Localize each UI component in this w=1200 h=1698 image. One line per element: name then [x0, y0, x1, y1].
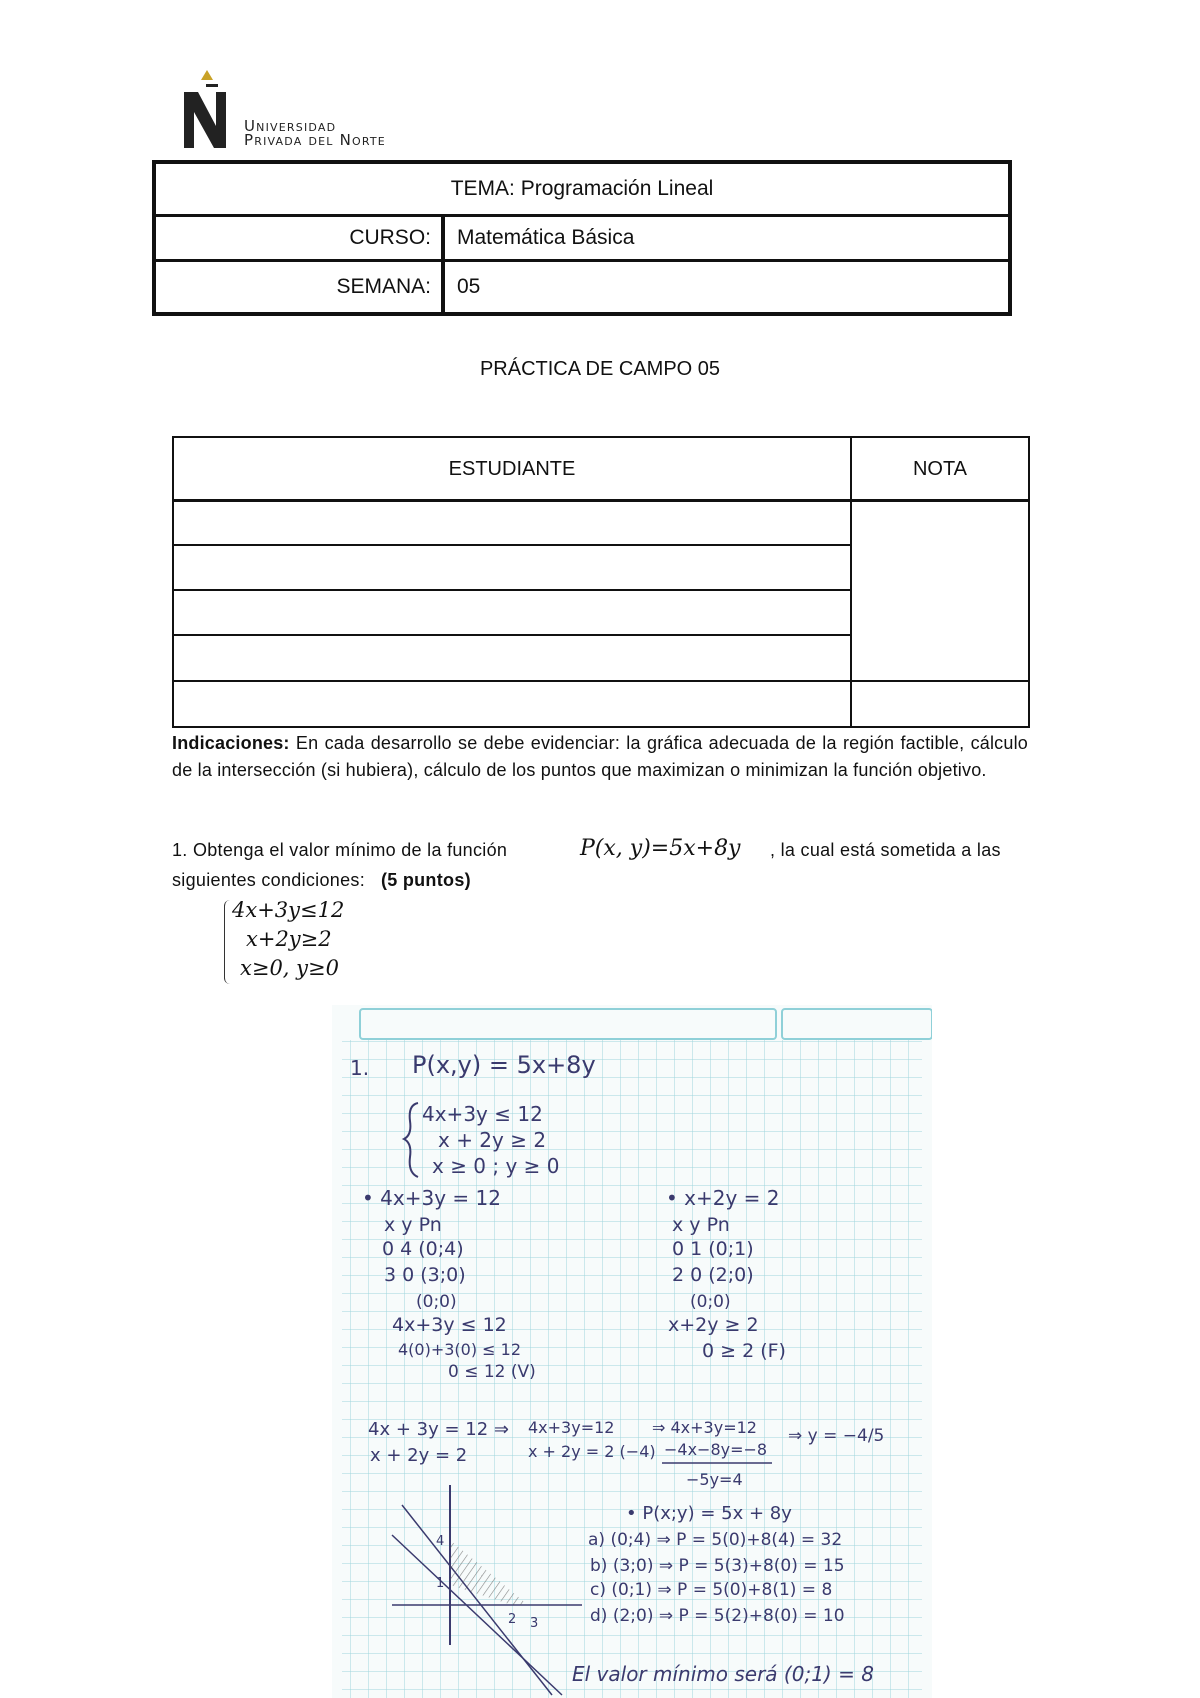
hw-graph-3: 3	[530, 1616, 539, 1631]
brace-icon	[224, 900, 231, 984]
question-text-c: siguientes condiciones:	[172, 870, 366, 890]
hw-left-3: 0 4 (0;4)	[382, 1238, 464, 1260]
column-divider	[850, 438, 852, 726]
university-logo-icon	[180, 70, 230, 148]
hw-inter-5: ⇒ 4x+3y=12	[652, 1418, 757, 1437]
hw-eval-2: a) (0;4) ⇒ P = 5(0)+8(4) = 32	[588, 1530, 843, 1550]
hw-inter-3: 4x+3y=12	[528, 1418, 615, 1437]
hw-graph-1: 1	[436, 1576, 445, 1591]
tema-text: TEMA: Programación Lineal	[450, 177, 714, 200]
hw-system-3: x ≥ 0 ; y ≥ 0	[432, 1154, 560, 1178]
curso-value: Matemática Básica	[457, 226, 635, 249]
hw-inter-6: −4x−8y=−8	[664, 1440, 768, 1459]
hw-conclusion: El valor mínimo será (0;1) = 8	[572, 1662, 874, 1686]
grade-header: NOTA	[912, 457, 968, 480]
hw-left-7: 4(0)+3(0) ≤ 12	[398, 1340, 522, 1359]
hw-right-7: 0 ≥ 2 (F)	[702, 1340, 786, 1362]
indications-paragraph	[172, 730, 1028, 784]
curso-label: CURSO:	[156, 217, 445, 259]
hw-left-1: • 4x+3y = 12	[362, 1186, 501, 1210]
page-subtitle: PRÁCTICA DE CAMPO 05	[479, 358, 721, 380]
hw-inter-2: x + 2y = 2	[370, 1445, 468, 1466]
hw-left-8: 0 ≤ 12 (V)	[448, 1362, 536, 1382]
constraint-2: x+2y≥2	[246, 927, 332, 951]
hw-system-1: 4x+3y ≤ 12	[422, 1102, 543, 1126]
hw-eval-4: c) (0;1) ⇒ P = 5(0)+8(1) = 8	[590, 1580, 833, 1600]
hw-eval-5: d) (2;0) ⇒ P = 5(2)+8(0) = 10	[590, 1606, 845, 1626]
hw-right-2: x y Pn	[672, 1214, 730, 1236]
question-text-a: Obtenga el valor mínimo de la función	[192, 840, 508, 860]
question-1-line2	[172, 870, 471, 891]
student-row-line	[174, 589, 850, 591]
student-table	[172, 436, 1030, 728]
hw-inter-1: 4x + 3y = 12 ⇒	[368, 1419, 509, 1440]
hw-right-1: • x+2y = 2	[666, 1186, 780, 1210]
indications-label: Indicaciones:	[172, 733, 290, 753]
university-name	[244, 119, 386, 147]
hw-graph-4: 4	[436, 1534, 445, 1549]
logo-line2: Privada del Norte	[244, 131, 386, 149]
hw-right-3: 0 1 (0;1)	[672, 1238, 754, 1260]
hw-inter-7: −5y=4	[686, 1470, 743, 1489]
objective-function: P(x, y)=5x+8y	[580, 836, 741, 861]
question-1-intro	[172, 840, 507, 861]
constraint-1: 4x+3y≤12	[232, 898, 345, 922]
hw-inter-4: x + 2y = 2 (−4)	[528, 1442, 656, 1461]
student-row-line	[174, 634, 850, 636]
constraint-3: x≥0, y≥0	[240, 956, 339, 980]
header-table	[152, 160, 1012, 316]
hw-eval-1: • P(x;y) = 5x + 8y	[626, 1503, 792, 1524]
hw-right-5: (0;0)	[690, 1292, 731, 1312]
semana-value: 05	[457, 275, 481, 298]
tema-row	[156, 164, 1008, 217]
hw-left-4: 3 0 (3;0)	[384, 1264, 466, 1286]
notebook-page	[332, 1005, 932, 1698]
semana-label: SEMANA:	[156, 262, 445, 312]
hw-right-6: x+2y ≥ 2	[668, 1314, 759, 1336]
hw-left-6: 4x+3y ≤ 12	[392, 1314, 507, 1336]
logo-line1: Universidad	[244, 117, 337, 135]
curso-row	[156, 217, 1008, 262]
handwritten-solution-photo	[332, 1005, 932, 1698]
header-divider	[174, 499, 1028, 502]
hw-left-2: x y Pn	[384, 1214, 442, 1236]
hw-title-num: 1.	[350, 1056, 370, 1080]
hw-graph-2: 2	[508, 1612, 517, 1627]
hw-right-4: 2 0 (2;0)	[672, 1264, 754, 1286]
hw-eval-3: b) (3;0) ⇒ P = 5(3)+8(0) = 15	[590, 1556, 845, 1576]
question-points: (5 puntos)	[380, 870, 471, 890]
hw-inter-8: ⇒ y = −4/5	[788, 1426, 885, 1446]
student-row-line	[174, 680, 1028, 682]
hw-objective: P(x,y) = 5x+8y	[412, 1051, 596, 1079]
question-text-b: , la cual está sometida a las	[770, 840, 1001, 860]
hw-system-2: x + 2y ≥ 2	[438, 1128, 547, 1152]
constraint-system	[232, 896, 344, 983]
semana-row	[156, 262, 1008, 312]
question-number: 1.	[172, 840, 188, 860]
indications-text: En cada desarrollo se debe evidenciar: la gráfica adecuada de la región factible, cálculo de la intersección (si hubiera), cálculo de los puntos que maximizan o minimizan la función objetivo.	[172, 733, 1029, 780]
student-header: ESTUDIANTE	[448, 457, 576, 480]
student-row-line	[174, 544, 850, 546]
hw-left-5: (0;0)	[416, 1292, 457, 1312]
